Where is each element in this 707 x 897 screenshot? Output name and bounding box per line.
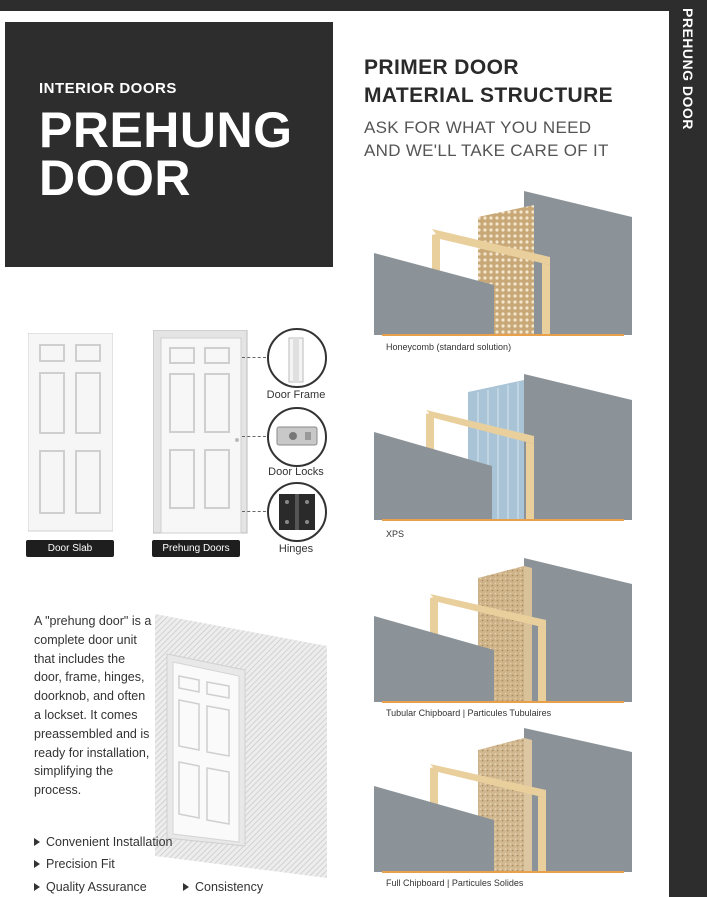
section-sub-line2: AND WE'LL TAKE CARE OF IT [364,141,609,160]
hinges-label: Hinges [278,543,314,555]
top-bar [0,0,707,11]
tubular-chipboard-image [374,552,636,707]
section-title [364,54,613,110]
door-frame-label: Door Frame [266,389,326,401]
hero-title-line2: DOOR [39,150,191,206]
hero-title-line1: PREHUNG [39,102,293,158]
honeycomb-material-image [374,185,636,340]
hero-title [39,102,293,206]
prehung-door-image [153,330,248,535]
full-chipboard-image [374,722,636,877]
section-sub-line1: ASK FOR WHAT YOU NEED [364,118,592,137]
section-title-line1: PRIMER DOOR [364,56,519,79]
lock-leader-line [242,436,266,437]
hinge-leader-line [242,511,266,512]
description-text: A "prehung door" is a complete door unit that includes the door, frame, hinges, doorknob, and often a lockset. It comes preassembled and is ready for installation, simplifying the process. [34,614,152,798]
feature-item: Convenient Installation [34,835,172,849]
door-frame-icon [267,328,327,388]
sidebar-title: PREHUNG DOOR [680,8,696,130]
feature-item: Precision Fit [34,857,115,871]
door-lock-icon [267,407,327,467]
door-slab-image [28,333,113,533]
sidebar [669,11,707,897]
xps-caption: XPS [386,529,405,539]
door-slab-label: Door Slab [26,540,114,557]
tubular-chipboard-caption: Tubular Chipboard | Particules Tubulaires [386,708,552,718]
section-title-line2: MATERIAL STRUCTURE [364,84,614,107]
bullet-arrow-icon [34,860,40,868]
prehung-doors-label: Prehung Doors [152,540,240,557]
hinge-icon [267,482,327,542]
bullet-arrow-icon [34,883,40,891]
door-locks-label: Door Locks [268,466,324,478]
bullet-arrow-icon [34,838,40,846]
honeycomb-caption: Honeycomb (standard solution) [386,342,512,352]
feature-item: Quality Assurance [34,880,147,894]
full-chipboard-caption: Full Chipboard | Particules Solides [386,878,524,888]
bullet-arrow-icon [183,883,189,891]
hero-kicker: INTERIOR DOORS [39,80,177,97]
feature-item: Consistency [183,880,263,894]
section-subtitle [364,116,609,162]
installed-door-image [155,606,330,881]
hero-panel [5,22,333,267]
frame-leader-line [242,357,266,358]
xps-material-image [374,370,636,525]
